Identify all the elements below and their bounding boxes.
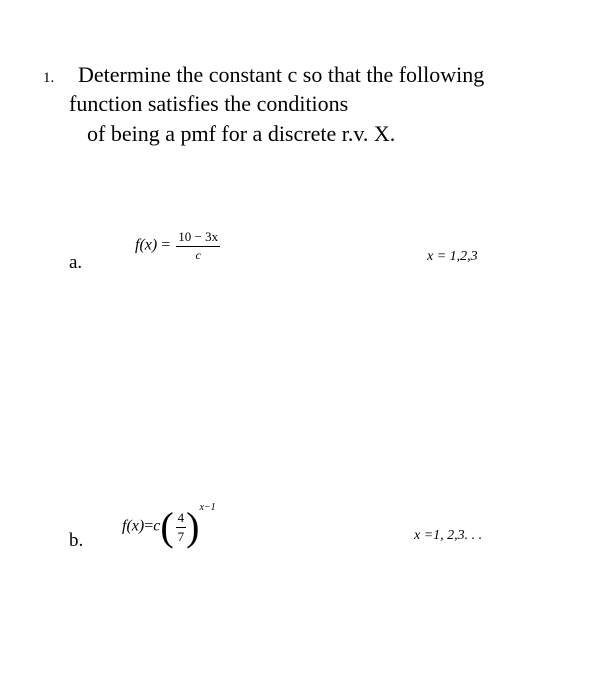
part-b-formula (122, 502, 216, 549)
part-a-equals: = (161, 236, 171, 254)
part-a-numerator: 10 − 3x (176, 229, 220, 247)
question-line-1: Determine the constant c so that the following (78, 62, 485, 87)
part-a-formula (135, 229, 220, 263)
part-b-exponent: x−1 (199, 502, 216, 514)
part-b-numerator: 4 (176, 510, 187, 528)
part-b-denominator: 7 (177, 528, 185, 544)
part-a-lhs: f(x) (135, 236, 158, 254)
left-paren: ( (160, 504, 174, 549)
question-line-2: function satisfies the conditions (69, 91, 349, 116)
question-line-3: of being a pmf for a discrete r.v. X. (87, 121, 396, 146)
part-a-label: a. (69, 252, 83, 273)
question-number: 1. (43, 70, 55, 86)
part-a-condition: x = 1,2,3 (427, 249, 478, 264)
part-a-denominator: c (195, 248, 201, 262)
part-b-coef: c (153, 517, 161, 535)
part-b-label: b. (69, 530, 84, 551)
part-b-fraction (176, 510, 187, 545)
part-b-condition: x =1, 2,3. . . (414, 528, 483, 543)
right-paren: ) (186, 504, 200, 549)
part-a-fraction (176, 229, 220, 263)
part-b-equals: = (144, 517, 154, 535)
part-b-lhs: f(x) (122, 517, 145, 535)
